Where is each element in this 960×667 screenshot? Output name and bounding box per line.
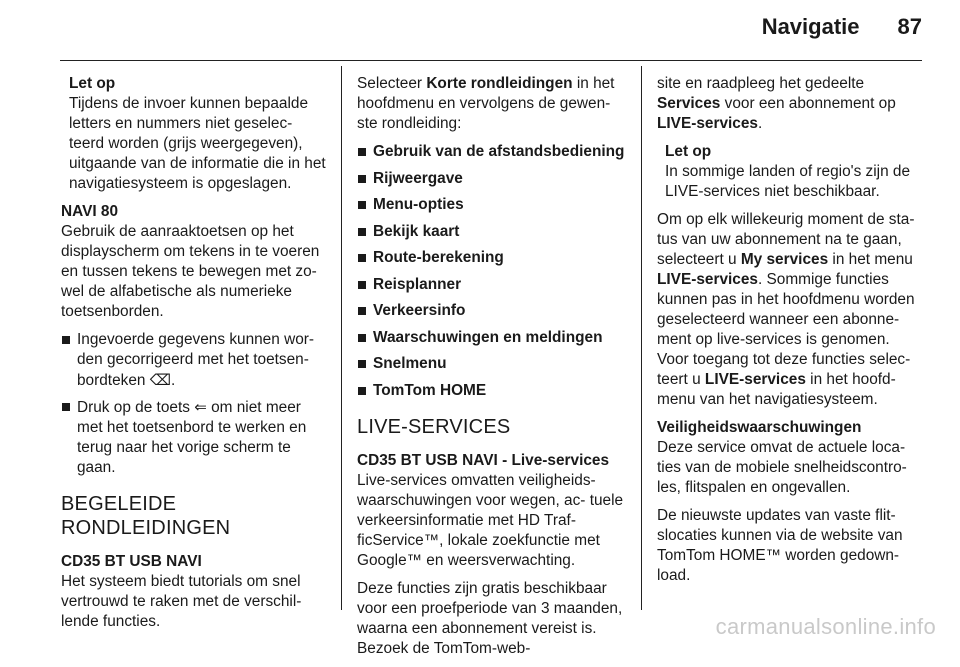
column-1	[61, 74, 326, 640]
text: site en raadpleeg het gedeelte	[657, 75, 865, 92]
menu-ref: Services	[657, 95, 721, 112]
column-3	[657, 74, 922, 594]
tours-intro	[357, 74, 625, 134]
note-box	[69, 74, 326, 194]
text: voor een abonnement op	[724, 95, 896, 112]
page-header	[60, 14, 922, 54]
safety-text: Deze service omvat de actuele loca- ties van de mobiele snelheidscontro- les, flitspalen en ongevallen.	[657, 439, 907, 496]
page-number: 87	[897, 14, 922, 39]
text: Om op elk willekeurig moment de sta- tus van uw abonnement na te gaan, selecteert u	[657, 211, 915, 268]
list-item: Route-berekening	[357, 248, 625, 268]
free-text: Deze functies zijn gratis beschikbaar voor een proefperiode van 3 maanden, waarna een abonnement vereist is. Bezoek de TomTom-web-	[357, 579, 623, 657]
live-title: CD35 BT USB NAVI - Live-services	[357, 451, 610, 469]
list-item	[61, 397, 326, 478]
section-heading-live-services: LIVE-SERVICES	[357, 415, 511, 438]
cd35-title: CD35 BT USB NAVI	[61, 553, 202, 570]
note-title: Let op	[69, 75, 116, 92]
list-item: Waarschuwingen en meldingen	[357, 328, 625, 348]
heading-line: BEGELEIDE	[61, 493, 177, 515]
menu-ref: Korte rondleidingen	[426, 75, 573, 92]
tour-list	[357, 142, 625, 401]
bullet-text: om niet meer met het toetsenbord te werken en terug naar het vorige scherm te gaan.	[77, 399, 307, 476]
updates-text: De nieuwste updates van vaste flit- slocaties kunnen via de website van TomTom HOME™ worden gedown- load.	[657, 507, 903, 584]
live-section	[357, 451, 625, 571]
text: . Sommige functies kunnen pas in het hoofdmenu worden geselecteerd wanneer een abonne- ment op live-services is genomen. Voor toegang tot deze functies selec- teert u	[657, 271, 915, 388]
list-item	[61, 330, 326, 391]
subscription-paragraph	[657, 210, 922, 410]
text: .	[757, 115, 763, 132]
column-2	[357, 74, 625, 667]
safety-section	[657, 418, 922, 498]
text: in het menu	[832, 251, 913, 268]
text: in het hoofd- menu van het navigatiesysteem.	[657, 371, 896, 408]
cd35-text: Het systeem biedt tutorials om snel vertrouwd te raken met de verschil- lende functies.	[61, 573, 302, 630]
navi80-section	[61, 202, 326, 322]
navi80-text: Gebruik de aanraaktoetsen op het displayscherm om tekens in te voeren en tussen tekens te bewegen met zo- wel de alfabetische als numerieke toetsenborden.	[61, 223, 320, 320]
list-item: TomTom HOME	[357, 381, 625, 401]
watermark: carmanualsonline.info	[715, 614, 936, 639]
menu-ref: My services	[740, 251, 829, 268]
menu-ref: LIVE-services	[704, 371, 806, 388]
section-heading-guided-tours	[61, 492, 326, 540]
note-box	[665, 142, 922, 202]
list-item: Bekijk kaart	[357, 222, 625, 242]
bullet-text: Ingevoerde gegevens kunnen wor- den gecorrigeerd met het toetsen- bordteken	[77, 331, 315, 389]
menu-ref: LIVE-services	[657, 115, 758, 132]
note-text: In sommige landen of regio's zijn de LIVE-services niet beschikbaar.	[665, 163, 911, 200]
back-arrow-icon: ⇐	[194, 398, 207, 416]
column-divider-2	[641, 66, 642, 610]
list-item: Menu-opties	[357, 195, 625, 215]
list-item: Verkeersinfo	[357, 301, 625, 321]
list-item: Snelmenu	[357, 354, 625, 374]
list-item: Rijweergave	[357, 169, 625, 189]
header-rule	[60, 60, 922, 61]
note-title: Let op	[665, 143, 712, 160]
navi80-bullets	[61, 330, 326, 478]
note-text: Tijdens de invoer kunnen bepaalde letters en nummers niet geselec- teerd worden (grijs weergegeven), uitgaande van de informatie die in het navigatiesysteem is opgeslagen.	[69, 95, 326, 192]
text: Selecteer	[357, 75, 423, 92]
chapter-title: Navigatie	[761, 14, 860, 39]
list-item: Gebruik van de afstandsbediening	[357, 142, 625, 162]
heading-line: RONDLEIDINGEN	[61, 517, 231, 539]
navi80-title: NAVI 80	[61, 203, 119, 220]
column-divider-1	[341, 66, 342, 610]
safety-title: Veiligheidswaarschuwingen	[657, 419, 862, 436]
bullet-end: .	[170, 372, 176, 389]
cd35-section	[61, 552, 326, 632]
text: in het hoofdmenu en vervolgens de gewen- ste rondleiding:	[357, 75, 615, 132]
list-item: Reisplanner	[357, 275, 625, 295]
bullet-text: Druk op de toets	[77, 399, 190, 416]
live-text: Live-services omvatten veiligheids- waarschuwingen voor wegen, ac- tuele verkeersinformatie met HD Traf- ficService™, lokale zoekfunctie met Google™ en weersverwachting.	[357, 471, 624, 569]
continued-paragraph	[657, 74, 922, 134]
backspace-icon: ⌫	[149, 371, 171, 389]
menu-ref: LIVE-services	[657, 271, 758, 288]
